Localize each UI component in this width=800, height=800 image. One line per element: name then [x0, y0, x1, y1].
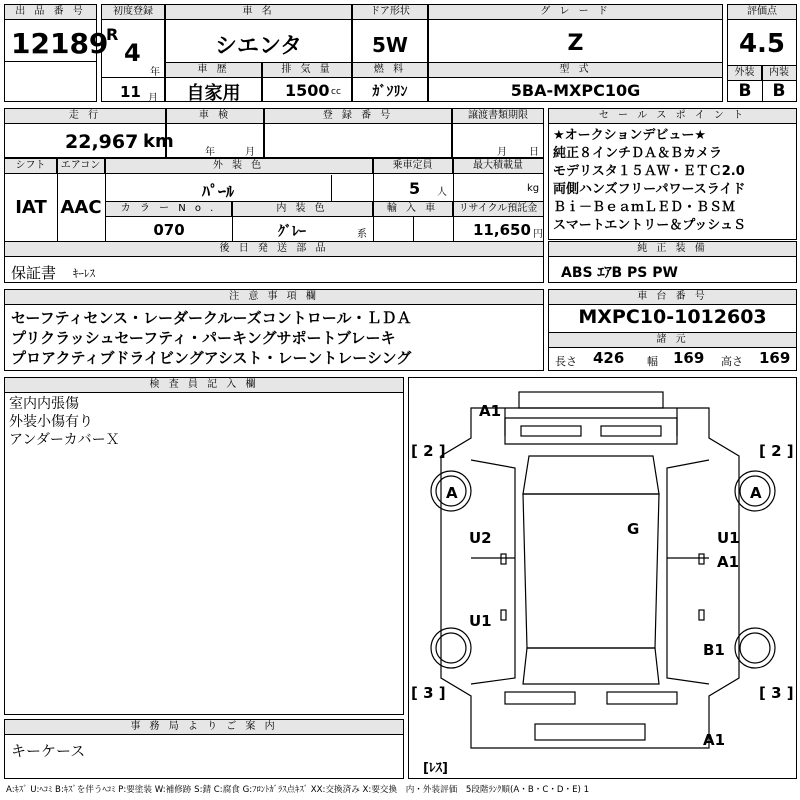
exterior-header: 外装: [728, 66, 762, 81]
mark-a1-right: A1: [717, 553, 740, 571]
sales-points-header: セ ー ル ス ポ イ ン ト: [549, 109, 796, 124]
length-label: 長さ: [555, 355, 577, 368]
model: 5BA-MXPC10G: [510, 81, 641, 100]
equipment: ABS ｴｱB PS PW: [561, 265, 678, 281]
sales-points-box: [548, 108, 797, 240]
exterior-grade: B: [738, 81, 752, 101]
office-box: [4, 719, 404, 779]
shift-header: シフト: [5, 159, 57, 174]
int-color: ｸﾞﾚｰ: [278, 224, 306, 240]
load-unit: kg: [527, 183, 540, 194]
mileage-box: [4, 108, 174, 158]
history-header: 車 歴: [166, 63, 261, 78]
ext-color: ﾊﾟｰﾙ: [201, 182, 234, 201]
transfer-day-unit: 日: [529, 147, 539, 158]
transfer-box: [452, 108, 544, 158]
height: 169: [759, 349, 791, 367]
mark-right-2: [ 2 ]: [759, 442, 794, 460]
office-header: 事 務 局 よ り ご 案 内: [5, 720, 403, 735]
mark-spare: [ﾚｽ]: [423, 761, 448, 776]
mark-u2: U2: [469, 529, 492, 547]
capacity-unit: 人: [437, 187, 447, 198]
transfer-header: 譲渡書類期限: [453, 109, 543, 124]
insp-month-unit: 月: [245, 147, 255, 158]
displacement-unit: cc: [331, 87, 341, 97]
mileage-unit: km: [143, 131, 174, 152]
import-header: 輸 入 車: [373, 202, 453, 217]
insp-year-unit: 年: [205, 147, 215, 158]
score-header: 評価点: [728, 5, 796, 20]
mark-right-3: [ 3 ]: [759, 684, 794, 702]
note-line: プリクラッシュセーフティ・パーキングサポートブレーキ: [11, 329, 396, 347]
int-color-header: 内 装 色: [232, 202, 373, 217]
score: 4.5: [738, 29, 786, 59]
chassis-box: [548, 289, 797, 371]
inspector-note-line: アンダーカバーＸ: [9, 432, 120, 448]
note-line: セーフティセンス・レーダークルーズコントロール・ＬＤＡ: [11, 309, 412, 327]
grade-header: グ レ ー ド: [429, 5, 722, 20]
sales-point-line: ★オークションデビュー★: [553, 128, 707, 143]
history: 自家用: [186, 83, 241, 104]
later-parts: 保証書: [11, 264, 57, 282]
color-no: 070: [153, 221, 185, 239]
notes-list: [11, 308, 541, 368]
reg-no-header: 登 録 番 号: [265, 109, 451, 124]
fuel: ｶﾞｿﾘﾝ: [372, 84, 408, 100]
mark-left-2: [ 2 ]: [411, 442, 446, 460]
aircon-header: エアコン: [57, 159, 105, 174]
displacement-box: [262, 62, 352, 102]
door-header: ドア形状: [353, 5, 427, 20]
inspector-box: [4, 377, 404, 715]
chassis-header: 車 台 番 号: [549, 290, 796, 305]
inspector-notes: [9, 395, 399, 449]
car-name: シエンタ: [214, 34, 303, 59]
spec-box: [4, 158, 544, 242]
reg-year: 4: [124, 39, 141, 67]
sales-point-line: 両側ハンズフリーパワースライド: [553, 182, 746, 197]
inspector-note-line: 室内内張傷: [9, 396, 79, 412]
month-unit: 月: [148, 93, 158, 104]
first-reg-box: [101, 4, 165, 102]
lot-number: 12189: [11, 27, 109, 60]
mileage-header: 走 行: [5, 109, 165, 124]
equipment-header: 純 正 装 備: [549, 242, 796, 257]
car-name-header: 車 名: [166, 5, 351, 20]
inspection-box: [166, 108, 264, 158]
year-unit: 年: [150, 67, 160, 78]
lot-box: [4, 4, 109, 102]
sales-point-line: モデリスタ１５ＡＷ・ＥＴＣ2.0: [553, 164, 745, 179]
sales-points-list: [553, 127, 795, 235]
notes-header: 注 意 事 項 欄: [5, 290, 543, 305]
shift: IAT: [15, 197, 47, 218]
reg-no-box: [264, 108, 452, 158]
inspector-note-line: 外装小傷有り: [9, 414, 93, 430]
car-diagram-svg: [409, 378, 796, 778]
mark-b1: B1: [703, 641, 725, 659]
reg-month: 11: [120, 83, 141, 101]
score-box: [727, 4, 797, 102]
later-parts-header: 後 日 発 送 部 品: [5, 242, 543, 257]
width: 169: [673, 349, 705, 367]
aircon: AAC: [60, 197, 102, 218]
capacity: 5: [409, 179, 421, 198]
max-load-header: 最大積載量: [453, 159, 543, 174]
model-header: 型 式: [429, 63, 722, 78]
later-parts-sub: ｷｰﾚｽ: [73, 267, 95, 280]
sales-point-line: Ｂｉ－ＢｅａｍＬＥＤ・ＢＳＭ: [553, 200, 736, 215]
inspection-header: 車 検: [167, 109, 263, 124]
history-box: [165, 62, 262, 102]
height-label: 高さ: [721, 355, 743, 368]
condition-diagram: [408, 377, 797, 779]
mileage: 22,967: [65, 131, 139, 153]
fuel-header: 燃 料: [353, 63, 427, 78]
fuel-box: [352, 62, 428, 102]
width-label: 幅: [647, 355, 658, 368]
mark-g: G: [627, 520, 640, 538]
sales-point-line: スマートエントリー＆プッシュＳ: [553, 218, 747, 233]
mark-a1-top: A1: [479, 402, 502, 420]
mark-a-right: A: [750, 484, 762, 502]
first-reg-header: 初度登録: [102, 5, 164, 20]
sales-point-line: 純正８インチＤＡ＆Ｂカメラ: [553, 146, 723, 161]
recycle: 11,650: [473, 221, 531, 239]
mark-u1-right: U1: [717, 529, 740, 547]
transfer-month-unit: 月: [497, 147, 507, 158]
grade: Z: [567, 31, 584, 56]
inspector-header: 検 査 員 記 入 欄: [5, 378, 403, 393]
era: R: [106, 25, 119, 44]
int-color-unit: 系: [357, 229, 367, 240]
mark-a1-bottom: A1: [703, 731, 726, 749]
mark-left-3: [ 3 ]: [411, 684, 446, 702]
notes-box: [4, 289, 544, 371]
chassis: MXPC10-1012603: [578, 306, 767, 328]
mark-u1-left: U1: [469, 612, 492, 630]
note-line: プロアクティブドライビングアシスト・レーントレーシング: [11, 349, 412, 367]
capacity-header: 乗車定員: [373, 159, 453, 174]
recycle-header: リサイクル預託金: [453, 202, 543, 217]
later-parts-box: [4, 241, 544, 283]
office-notes: キーケース: [11, 742, 86, 760]
color-no-header: カ ラ ー N o .: [106, 202, 232, 217]
lot-header: 出 品 番 号: [5, 5, 96, 20]
displacement: 1500: [285, 81, 330, 100]
model-box: [428, 62, 723, 102]
dims-header: 諸 元: [549, 332, 796, 348]
ext-color-header: 外 装 色: [105, 159, 373, 174]
equipment-box: [548, 241, 797, 283]
displacement-header: 排 気 量: [263, 63, 351, 78]
interior-header: 内装: [762, 66, 796, 81]
mark-a-left: A: [446, 484, 458, 502]
interior-grade: B: [772, 81, 786, 101]
length: 426: [593, 349, 625, 367]
door-type: 5W: [372, 33, 408, 57]
legend: A:ｷｽﾞ U:ﾍｺﾐ B:ｷｽﾞを伴うﾍｺﾐ P:要塗装 W:補修跡 S:錆 C:腐食 G:ﾌﾛﾝﾄｶﾞﾗｽ点ｷｽﾞ XX:交換済み X:要交換 内・外装評価 5段階ﾗﾝｸ順(A・B・C・D・E) 1: [6, 785, 590, 795]
recycle-unit: 円: [533, 229, 543, 240]
